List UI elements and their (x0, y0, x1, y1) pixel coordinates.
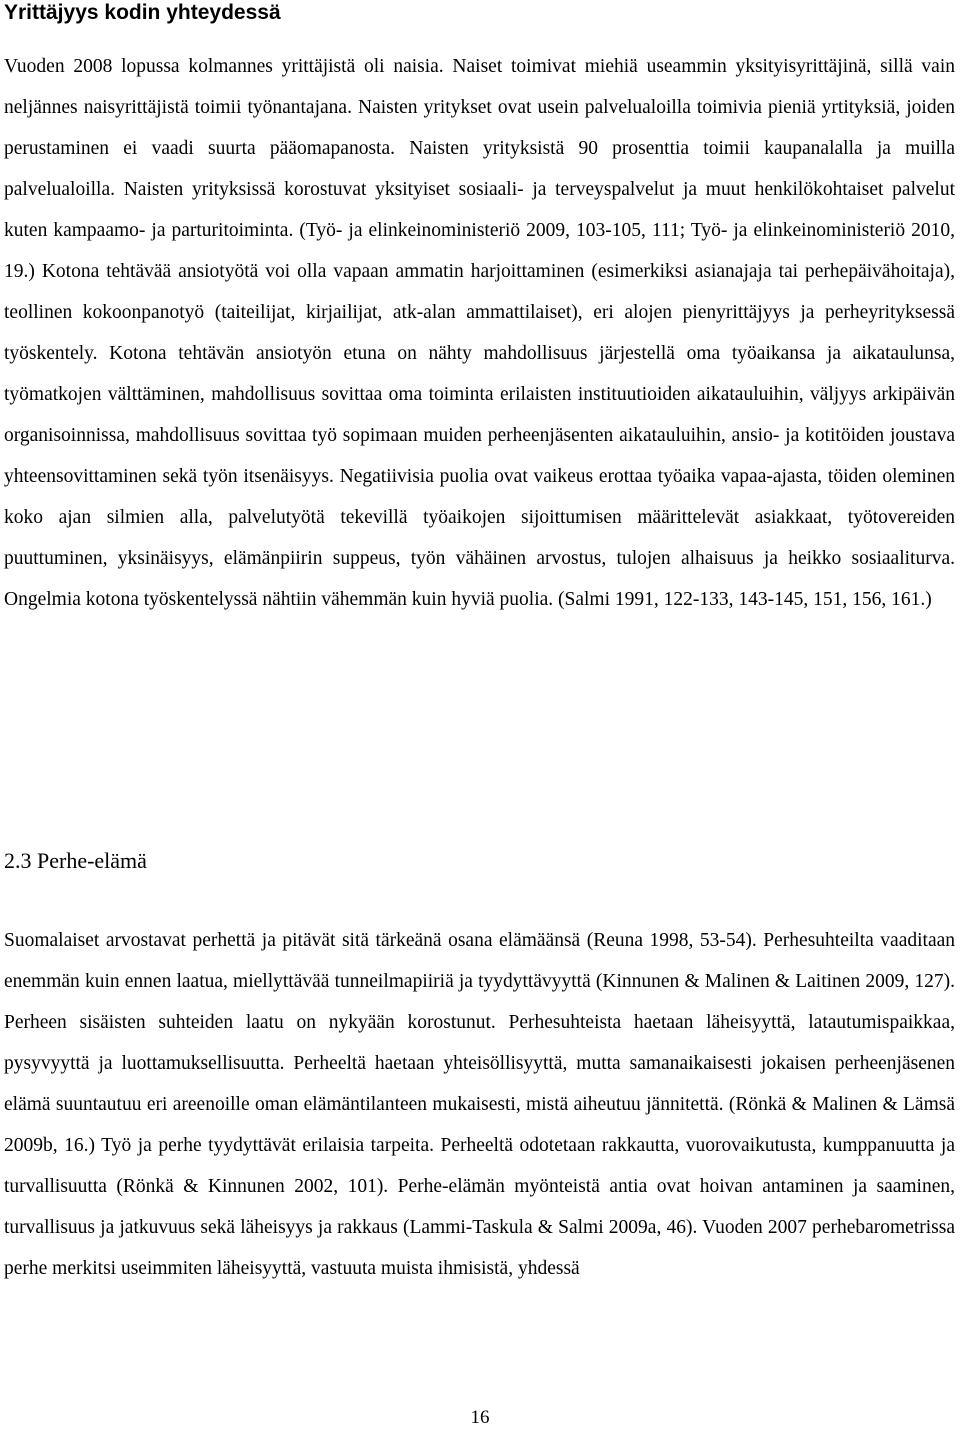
page-number: 16 (470, 1407, 490, 1428)
body-paragraph-home-entrepreneurship: Vuoden 2008 lopussa kolmannes yrittäjistä oli naisia. Naiset toimivat miehiä useammin yksityisyrittäjinä, sillä vain neljännes naisyrittäjistä toimii työnantajana. Naisten yritykset ovat usein palvelualoilla toimivia pieniä yrtityksiä, joiden perustaminen ei vaadi suurta pääomapanosta. Naisten yrityksistä 90 prosenttia toimii kaupanalalla ja muilla palvelualoilla. Naisten yrityksissä korostuvat yksityiset sosiaali- ja terveyspalvelut ja muut henkilökohtaiset palvelut kuten kampaamo- ja parturitoiminta. (Työ- ja elinkeinoministeriö 2009, 103-105, 111; Työ- ja elinkeinoministeriö 2010, 19.) Kotona tehtävää ansiotyötä voi olla vapaan ammatin harjoittaminen (esimerkiksi asianajaja tai perhepäivähoitaja), teollinen kokoonpanotyö (taiteilijat, kirjailijat, atk-alan ammattilaiset), eri alojen pienyrittäjyys ja perheyrityksessä työskentely. Kotona tehtävän ansiotyön etuna on nähty mahdollisuus järjestellä oma työaikansa ja aikataulunsa, työmatkojen välttäminen, mahdollisuus sovittaa oma toiminta erilaisten instituutioiden aikatauluihin, väljyys arkipäivän organisoinnissa, mahdollisuus sovittaa työ sopimaan muiden perheenjäsenten aikatauluihin, ansio- ja kotitöiden joustava yhteensovittaminen sekä työn itsenäisyys. Negatiivisia puolia ovat vaikeus erottaa työaika vapaa-ajasta, töiden oleminen koko ajan silmien alla, palvelutyötä tekevillä työaikojen sijoittumisen määrittelevät asiakkaat, työtovereiden puuttuminen, yksinäisyys, elämänpiirin suppeus, työn vähäinen arvostus, tulojen alhaisuus ja heikko sosiaaliturva. Ongelmia kotona työskentelyssä nähtiin vähemmän kuin hyviä puolia. (Salmi 1991, 122-133, 143-145, 151, 156, 161.) (4, 56, 955, 610)
body-paragraph-family-life: Suomalaiset arvostavat perhettä ja pitävät sitä tärkeänä osana elämäänsä (Reuna 1998, 53-54). Perhesuhteilta vaaditaan enemmän kuin ennen laatua, miellyttävää tunneilmapiiriä ja tyydyttävyyttä (Kinnunen & Malinen & Laitinen 2009, 127). Perheen sisäisten suhteiden laatu on nykyään korostunut. Perhesuhteista haetaan läheisyyttä, latautumispaikkaa, pysyvyyttä ja luottamuksellisuutta. Perheeltä haetaan yhteisöllisyyttä, mutta samanaikaisesti jokaisen perheenjäsenen elämä suuntautuu eri areenoille oman elämäntilanteen mukaisesti, mistä aiheutuu jännitettä. (Rönkä & Malinen & Lämsä 2009b, 16.) Työ ja perhe tyydyttävät erilaisia tarpeita. Perheeltä odotetaan rakkautta, vuorovaikutusta, kumppanuutta ja turvallisuutta (Rönkä & Kinnunen 2002, 101). Perhe-elämän myönteistä antia ovat hoivan antaminen ja saaminen, turvallisuus ja jatkuvuus sekä läheisyys ja rakkaus (Lammi-Taskula & Salmi 2009a, 46). Vuoden 2007 perhebarometrissa perhe merkitsi useimmiten läheisyyttä, vastuuta muista ihmisistä, yhdessä (4, 930, 955, 1279)
section-title: Yrittäjyys kodin yhteydessä (4, 1, 281, 24)
subheading-family-life: 2.3 Perhe-elämä (4, 848, 147, 873)
